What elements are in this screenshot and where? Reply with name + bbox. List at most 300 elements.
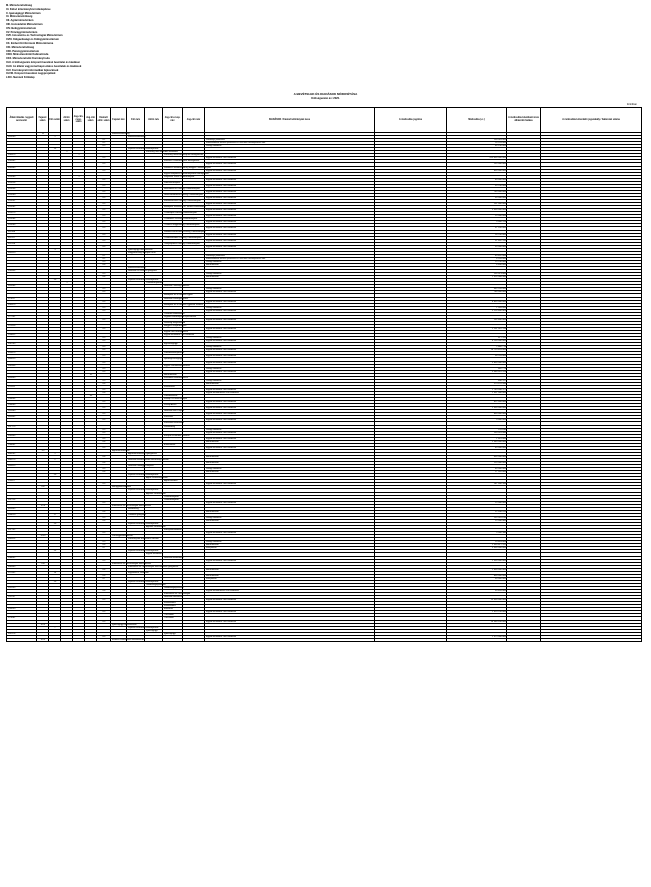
row-amount: 25 000 000 <box>447 215 507 218</box>
row-id: 001893 <box>7 507 37 510</box>
row-title-name: Rendőrség <box>127 507 145 510</box>
row-group-name: Tiszaalpár Község Önkormányzat <box>164 212 197 215</box>
row-chapter-name: Agrárminisztérium <box>112 449 130 452</box>
row-title <box>49 638 61 641</box>
legend-line: XVIII. Külgazdasági és Külügyminisztérium <box>6 38 59 42</box>
row-id: 351040 <box>7 193 37 196</box>
row-approp: K5 <box>97 190 111 193</box>
row-expenditure: Beruházások <box>205 440 375 443</box>
row-approp: K5 <box>97 178 111 181</box>
row-chapter-name: Igazságügyi Minisztérium <box>112 623 137 626</box>
row-amount: 120 000 000 <box>447 462 507 465</box>
row-expenditure: Egyéb működési célú kiadások <box>205 163 375 166</box>
row-amount: 760 000 000 <box>447 190 507 193</box>
row-approp: K5 <box>97 215 111 218</box>
row-expenditure: Személyi juttatások <box>205 139 375 142</box>
row-approp: K5 <box>97 635 111 638</box>
row-expenditure: Egyéb működési célú kiadások <box>205 388 375 391</box>
col-header-group: Jog-cím-csop. szám <box>73 108 85 133</box>
row-title-name: Nemzeti Földügyi Központ <box>128 465 154 468</box>
row-title-name: Fejezeti kezelésű előirányzatok <box>128 550 159 553</box>
row-title-name: Agrárminisztérium igazgatása <box>128 452 157 455</box>
row-approp: K5 <box>97 163 111 166</box>
row-title-name: Nemzeti Élelmiszerlánc-biztonsági Hivatal <box>128 459 169 462</box>
row-id: 350963 <box>7 166 37 169</box>
row-id: 350962 <box>7 160 37 163</box>
row-subtitle-name: Ágazati célfeladatok <box>146 526 166 529</box>
row-chapter-name: Miniszterelnökség <box>112 133 130 135</box>
row-chapter-name: Innovációs és Technológiai Minisztérium <box>112 562 151 565</box>
row-expenditure <box>205 638 375 641</box>
row-expenditure: Egyéb felhalmozási célú kiadások <box>205 391 375 394</box>
row-approp: K5 <box>97 221 111 224</box>
row-group-name: Szabadság <box>163 425 183 428</box>
row-title: 7 <box>49 626 61 629</box>
row-approp: K5 <box>97 599 111 602</box>
row-group-name: Vállalkozásfejlesztés <box>164 352 185 355</box>
legend-line: XXII. Pénzügyminisztérium <box>6 49 40 53</box>
row-expenditure: Egyéb működési célú kiadások <box>205 318 375 321</box>
row-approp: K6 <box>97 574 111 577</box>
row-approp <box>97 638 111 641</box>
row-group-name: Európai Kulturális Főváros <box>164 434 190 437</box>
row-approp: K5 <box>97 431 111 434</box>
row-chapter-name: Belügyminisztérium <box>112 486 131 489</box>
row-expenditure: Egyéb működési célú kiadások <box>205 431 375 434</box>
row-amount: 1 919 750 000 <box>447 611 507 614</box>
row-amount: 8 850 000 000 <box>447 300 507 303</box>
row-id: 365989 <box>7 410 37 413</box>
row-group-name: Centrális közlekedési <box>164 312 185 315</box>
row-amount: 1 763 348 377 <box>447 388 507 391</box>
row-expenditure: Egyéb működési célú kiadások <box>205 361 375 364</box>
row-group-name: Közvetlen közbeszerzési <box>164 376 189 379</box>
row-title-name: Fejezeti kezelésű előirányzatok <box>128 626 159 629</box>
row-amount: 1 995 000 <box>447 306 507 309</box>
row-group-name: Bölgyés Gályó/Bölgyés <box>164 324 187 327</box>
col-header-subtitle-name: Alcím név <box>145 108 163 133</box>
row-decree <box>541 638 642 641</box>
legend-line: XLIII. Az állami vagyonnal kapcsolatos bevételek és kiadások <box>6 64 82 68</box>
row-approp: K5 <box>97 340 111 343</box>
row-expenditure: Felújítások <box>205 577 375 580</box>
row-amount: 104 383 000 <box>447 139 507 142</box>
row-approp: K3 <box>97 273 111 276</box>
row-id: 277201 <box>7 315 37 318</box>
row-title-name: Nemzeti és európai igazgatás <box>128 270 157 273</box>
row-item <box>85 638 97 641</box>
col-header-legal-basis: A módosítás jogcíme <box>375 108 447 133</box>
legend-line: XLVIII. Központi kezelésű nagyprojektek <box>6 72 56 76</box>
row-expenditure: Beruházások <box>205 510 375 513</box>
row-expenditure: Egyéb működési célú kiadások <box>205 635 375 638</box>
row-carryover <box>507 638 541 641</box>
col-header-amount: Módosítás (+/-) <box>447 108 507 133</box>
row-expenditure: Egyéb működési célú kiadások <box>205 559 375 562</box>
row-expenditure: Egyéb működési célú kiadások <box>205 239 375 242</box>
row-group-name: Nemzeti Örökség Intézete <box>164 285 190 288</box>
row-amount: 877 762 <box>447 337 507 340</box>
row-chapter: XXX <box>37 638 49 641</box>
row-amount: 14 348 100 000 <box>447 620 507 623</box>
row-title-name: Fejezeti kezelésű előirányzatok <box>128 489 159 492</box>
row-expenditure: Dologi kiadások <box>205 288 375 291</box>
row-chapter: XI <box>37 133 49 136</box>
row-amount: 1 461 000 <box>447 437 507 440</box>
row-approp: K5 <box>97 413 111 416</box>
row-group-name: Budapest Főváros VIII. kerület Józsefváros <box>164 206 206 209</box>
row-id: 351106 <box>7 230 37 233</box>
row-group-name: Szigetvár Város Önkormányzat <box>164 175 195 178</box>
row-amount <box>447 638 507 641</box>
row-subtitle: 1 <box>61 282 73 285</box>
row-expenditure: Egyéb működési célú kiadások <box>205 203 375 206</box>
row-approp: K3 <box>97 145 111 148</box>
legend-line: XIV. Belügyminisztérium <box>6 26 37 30</box>
row-approp: K3 <box>97 288 111 291</box>
row-approp: K6 <box>97 510 111 513</box>
row-id: 350973 <box>7 154 37 157</box>
row-approp: K3 <box>97 367 111 370</box>
row-expenditure: Egyéb működési célú kiadások <box>205 620 375 623</box>
row-expenditure: Dologi kiadások <box>205 367 375 370</box>
row-expenditure: Egyéb működési célú kiadások <box>205 501 375 504</box>
row-approp: K6 <box>97 519 111 522</box>
row-legal-basis <box>375 638 447 641</box>
row-group-name: Turisztikai <box>163 617 183 620</box>
legend-line: XI. Miniszterelnökség <box>6 15 33 19</box>
row-chapter: XIV <box>37 486 49 489</box>
row-id: 275081 <box>7 617 37 620</box>
row-approp: K5 <box>97 388 111 391</box>
row-amount: 90 000 000 <box>447 196 507 199</box>
row-id: 350505 <box>7 434 37 437</box>
row-id: 350934 <box>7 270 37 273</box>
legend-line: XI. Külső intézményközi áttelepítése <box>6 7 51 11</box>
budget-table <box>6 107 642 642</box>
row-approp: K5 <box>97 446 111 449</box>
col-header-title: Cím szám <box>49 108 61 133</box>
row-amount: 5 000 000 <box>447 419 507 422</box>
table-row <box>7 638 642 641</box>
row-group-name: Egyéb célú támogatások <box>164 331 188 334</box>
row-group-name <box>163 638 183 641</box>
row-title: 15 <box>49 148 61 151</box>
row-group-name: Nemzeti Befektetési <box>164 556 184 559</box>
row-expenditure: Egyéb működési célú kiadások <box>205 419 375 422</box>
row-approp: K5 <box>97 291 111 294</box>
row-approp: K5 <box>97 157 111 160</box>
table-header-row <box>7 108 642 133</box>
row-group <box>73 638 85 641</box>
row-group-name: Sportegészségügyi <box>164 358 183 361</box>
row-expenditure: Dologi kiadások <box>205 337 375 340</box>
row-amount: 25 946 460 <box>447 519 507 522</box>
row-expenditure: Beruházások <box>205 471 375 474</box>
row-title: 25 <box>49 550 61 553</box>
row-group-name: Szabolcs-Szatmár-Bereg Megyei Önkormányzat <box>164 166 211 169</box>
row-approp: K6 <box>97 440 111 443</box>
row-title-name: Miniszterelnökség <box>128 136 146 139</box>
row-approp: K5 <box>97 245 111 248</box>
row-approp: K1 <box>97 139 111 142</box>
row-expenditure: Beruházások <box>205 382 375 385</box>
row-title-name: Igazságügyi Minisztérium <box>128 248 153 251</box>
col-header-item-name: Jog-cím név <box>183 108 205 133</box>
row-amount: 800 000 000 <box>447 169 507 172</box>
row-id: 351062 <box>7 206 37 209</box>
row-subtitle-name: Igazságügyi <box>145 629 163 632</box>
row-expenditure: Egyéb működési célú kiadások <box>205 157 375 160</box>
row-amount: 2 503 417 781 <box>447 544 507 547</box>
row-amount: 1 300 000 000 <box>447 407 507 410</box>
row-id: 351128 <box>7 242 37 245</box>
row-expenditure: Felújítások <box>205 547 375 550</box>
row-title-name: Fejezeti kezelésű előirányzatok <box>128 523 159 525</box>
row-group-name: Hernádvécse Község Önkormányzat <box>164 187 200 190</box>
row-group-name: Önkormányzati <box>163 495 183 498</box>
row-amount: 6 245 000 <box>447 257 507 260</box>
row-id: 276511 <box>7 385 37 388</box>
row-amount: 2 660 713 <box>447 346 507 349</box>
row-id: 351084 <box>7 218 37 221</box>
row-approp: K5 <box>97 239 111 242</box>
row-id: 351026 <box>7 181 37 184</box>
row-amount: 822 950 000 <box>447 401 507 404</box>
row-subtitle: 2 <box>61 151 73 154</box>
row-title-name: Fejezeti kezelésű előirányzatok <box>128 474 159 477</box>
row-expenditure: Egyéb működési célú kiadások <box>205 370 375 373</box>
row-group-name: Kulturális fesztiválok <box>164 422 184 425</box>
legend-line: X. Igazságügyi Minisztérium <box>6 11 41 15</box>
row-id: 004273 <box>7 459 37 462</box>
row-id: 227842 <box>7 571 37 574</box>
row-amount: 55 700 000 <box>447 184 507 187</box>
row-group-name: Környezetvédelmi <box>164 529 182 532</box>
row-chapter-name: Pénzügyminisztérium <box>112 535 133 538</box>
col-header-id: Állami kiadás / egyedi azonosító <box>7 108 37 133</box>
row-group-name: Közlekedési <box>163 605 183 608</box>
row-approp: K5 <box>97 203 111 206</box>
row-id: 351065 <box>7 175 37 178</box>
row-id: 293133 <box>7 586 37 589</box>
row-approp: K6 <box>97 568 111 571</box>
row-expenditure: Egyéb működési célú kiadások <box>205 328 375 331</box>
row-approp: K7 <box>97 547 111 550</box>
row-group-name: Tiszaszentimre Község Önkormányzat <box>164 236 202 239</box>
legend-line: LXIX. Nemzeti Földalap <box>6 76 35 80</box>
row-approp: K5 <box>97 620 111 623</box>
row-amount: 50 000 000 <box>447 245 507 248</box>
row-amount: 3 500 000 000 <box>447 209 507 212</box>
row-id: 351036 <box>7 187 37 190</box>
unit-label: forintban <box>626 103 637 106</box>
row-approp: K3 <box>97 541 111 544</box>
row-chapter: XXV <box>37 623 49 626</box>
row-expenditure: Beruházások <box>205 568 375 571</box>
row-expenditure: Egyéb működési célú kiadások <box>205 437 375 440</box>
row-expenditure: Dologi kiadások <box>205 379 375 382</box>
row-amount: 3 226 890 463 <box>447 309 507 312</box>
row-expenditure: Egyéb működési célú kiadások <box>205 355 375 358</box>
legend-line: XLII. A költségvetés központi kezelésű bevételei és kiadásai <box>6 60 80 64</box>
row-expenditure: Egyéb működési célú kiadások <box>205 599 375 602</box>
row-title: 14 <box>49 571 61 574</box>
col-header-expenditure: KIADÁSOK / Kiemelt előirányzat neve <box>205 108 375 133</box>
row-item: 31 <box>85 373 97 376</box>
row-id: 294694 <box>7 398 37 401</box>
row-id: 351117 <box>7 236 37 239</box>
row-approp: K7 <box>97 577 111 580</box>
row-group-name: Turisztikai <box>163 614 183 617</box>
row-expenditure: Dologi kiadások <box>205 260 375 263</box>
row-approp: K5 <box>97 401 111 404</box>
row-subtitle-name: Kormány által elrendelt feladatok <box>146 151 178 154</box>
row-approp: K5 <box>97 318 111 321</box>
row-expenditure: Dologi kiadások <box>205 145 375 148</box>
row-expenditure: Személyi juttatások <box>205 254 375 257</box>
row-group-name: Közép-Ázsia <box>163 404 183 407</box>
row-approp: K5 <box>97 355 111 358</box>
col-header-item: Jog-cím szám <box>85 108 97 133</box>
row-id: 293812 <box>7 334 37 337</box>
row-title: 2 <box>49 459 61 462</box>
row-item-name <box>183 638 205 641</box>
row-expenditure: Egyéb működési célú kiadások <box>205 407 375 410</box>
row-id: 001664 <box>7 285 37 288</box>
row-id: 350743 <box>7 343 37 346</box>
col-header-chapter-name: Fejezet név <box>111 108 127 133</box>
row-amount: 8 104 000 000 <box>447 340 507 343</box>
row-id: 365902 <box>7 416 37 419</box>
table-body <box>7 133 642 642</box>
chapter-legend <box>6 4 81 80</box>
row-expenditure: Egyéb működési célú kiadások <box>205 209 375 212</box>
row-chapter: XVIII <box>37 535 49 538</box>
row-approp: K8 <box>97 391 111 394</box>
row-group-name: Tiszaderzs Község Önkormányzat <box>164 218 198 221</box>
row-approp: K6 <box>97 276 111 279</box>
row-approp: K5 <box>97 209 111 212</box>
row-amount: 18 233 000 <box>447 142 507 145</box>
row-amount: -110 000 000 000 <box>447 157 507 160</box>
row-amount: 50 000 000 <box>447 577 507 580</box>
row-expenditure: Dologi kiadások <box>205 516 375 519</box>
row-expenditure: Egyéb működési célú kiadások <box>205 309 375 312</box>
row-amount: 38 765 000 <box>447 355 507 358</box>
row-approp: K6 <box>97 471 111 474</box>
row-id: 394336 <box>7 364 37 367</box>
row-amount: 650 000 000 <box>447 413 507 416</box>
legend-line: XXX. Miniszterelnöki Kormányiroda <box>6 57 50 61</box>
row-approp: K6 <box>97 264 111 267</box>
row-id: 001009 <box>7 136 37 139</box>
legend-line: XVII. Innovációs és Technológiai Minisztérium <box>6 34 63 38</box>
col-header-decree: A módosítást elrendelő jogszabály / határozat száma <box>541 108 642 133</box>
row-amount: 406 317 <box>447 379 507 382</box>
row-expenditure: Egyéb működési célú kiadások <box>205 184 375 187</box>
col-header-group-name: Jog-cím-csop. név <box>163 108 183 133</box>
row-id: 302724 <box>7 498 37 501</box>
row-title-name: Miniszterelnökség <box>128 267 146 270</box>
row-amount: 60 000 000 <box>447 178 507 181</box>
row-group-name: Fővárosi Önkormányzat támogatása <box>164 160 200 163</box>
row-expenditure: Egyéb felhalmozási célú kiadások <box>205 590 375 593</box>
row-amount: 124 630 <box>447 428 507 431</box>
row-group-name: Egyéb működési célú kiadások <box>164 334 195 337</box>
row-id: 393493 <box>7 376 37 379</box>
row-approp: K3 <box>97 428 111 431</box>
row-id: 004292 <box>7 452 37 455</box>
row-expenditure: Beruházások <box>205 574 375 577</box>
row-id: 228477 <box>7 480 37 483</box>
row-expenditure: Egyéb működési célú kiadások <box>205 611 375 614</box>
row-id: 298692 <box>7 556 37 559</box>
row-expenditure: Dologi kiadások <box>205 306 375 309</box>
row-id <box>7 638 37 641</box>
row-approp: K3 <box>97 468 111 471</box>
row-amount: 748 000 000 <box>447 291 507 294</box>
legend-line: XIII. Honvédelmi Minisztérium <box>6 22 43 26</box>
row-approp: K3 <box>97 306 111 309</box>
row-amount: 662 773 <box>447 367 507 370</box>
row-amount: 1 300 000 000 <box>447 559 507 562</box>
row-expenditure: Egyéb működési célú kiadások <box>205 300 375 303</box>
row-group-name: Budapest és a Kiemelt Ügyekért Felelős <box>164 303 203 306</box>
row-approp: K5 <box>97 349 111 352</box>
row-subtitle-name: Ágazati célfeladatok <box>146 492 166 495</box>
row-amount: 57 100 000 <box>447 227 507 230</box>
row-expenditure: Egyéb működési célú kiadások <box>205 190 375 193</box>
row-expenditure: Beruházások <box>205 455 375 458</box>
row-title-name: Magyarországi Európai Unió <box>128 251 156 254</box>
row-group-name: Közép- és kelet-európai <box>164 398 188 401</box>
row-expenditure: Egyéb működési célú kiadások <box>205 169 375 172</box>
row-approp: K5 <box>97 227 111 230</box>
row-approp: K6 <box>97 382 111 385</box>
row-expenditure: Beruházások <box>205 276 375 279</box>
row-id: 026176 <box>7 632 37 635</box>
row-group-name: Nemesnádudvar Község Önkormányzat <box>164 193 203 196</box>
row-title: 17 <box>49 513 61 516</box>
row-approp: K3 <box>97 346 111 349</box>
row-expenditure: Dologi kiadások <box>205 346 375 349</box>
row-title-name: Innovációs és Technológiai Minisztérium igazgatása <box>128 565 179 568</box>
row-id: 360420 <box>7 251 37 254</box>
row-approp: K2 <box>97 142 111 145</box>
row-approp: K2 <box>97 257 111 260</box>
row-group: 1 <box>73 154 85 157</box>
row-amount: 294 978 440 <box>447 431 507 434</box>
row-approp: K6 <box>97 455 111 458</box>
row-group-name: Szabolcsveresmart Község Önkormányzat <box>164 230 206 233</box>
row-expenditure: Egyéb működési célú kiadások <box>205 221 375 224</box>
row-title: 1 <box>49 452 61 455</box>
row-group-name: Vállalkozások <box>163 395 183 398</box>
row-group-name: Digitális kormányzati fejlesztések <box>164 315 197 318</box>
row-expenditure: Beruházások <box>205 264 375 267</box>
row-amount: 2 528 988 940 <box>447 276 507 279</box>
row-approp: K5 <box>97 532 111 535</box>
row-approp: K5 <box>97 328 111 331</box>
row-amount: 15 000 000 <box>447 501 507 504</box>
row-expenditure: Dologi kiadások <box>205 541 375 544</box>
row-approp: K3 <box>97 260 111 263</box>
row-approp: K5 <box>97 611 111 614</box>
row-id: 351073 <box>7 212 37 215</box>
row-group-name: Innovációs és Technológiai <box>164 593 191 596</box>
legend-line: XV. Pénzügyminisztérium <box>6 30 38 34</box>
